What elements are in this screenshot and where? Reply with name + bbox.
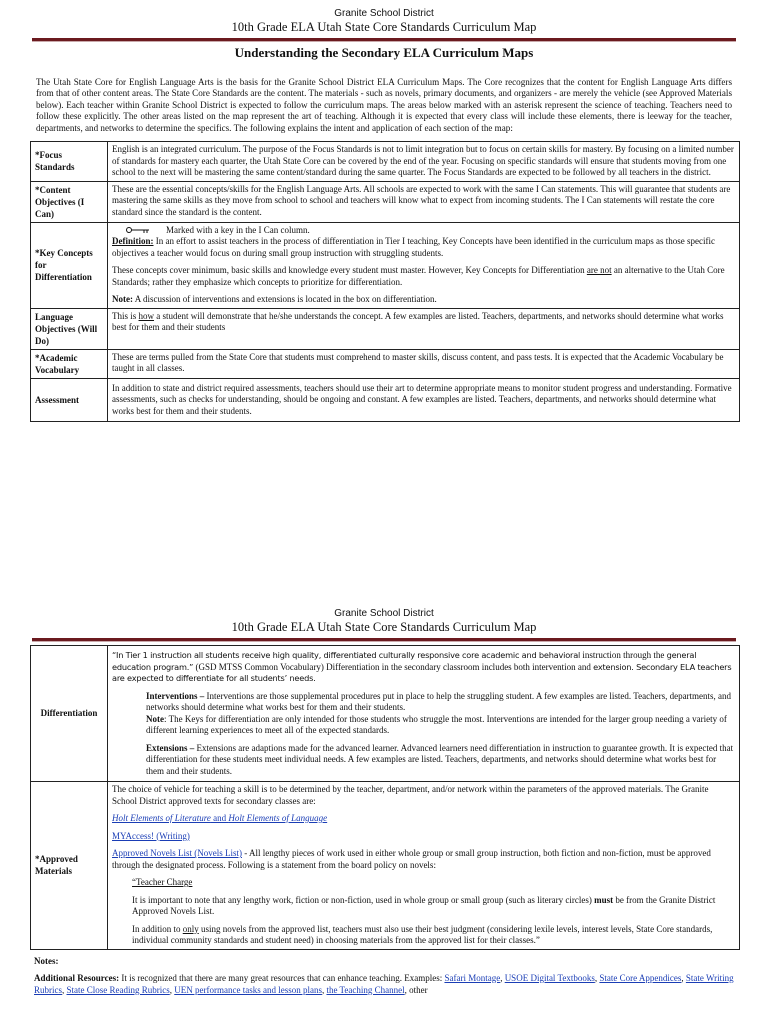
quote-source: (GSD MTSS Common Vocabulary) xyxy=(193,661,324,672)
other-text: other xyxy=(409,984,428,995)
key-concepts-paragraph xyxy=(112,265,735,288)
page-two xyxy=(0,600,768,996)
curriculum-map-table xyxy=(30,141,740,422)
table-row xyxy=(31,349,740,378)
table-row xyxy=(31,782,740,950)
note-label: Note: xyxy=(112,294,133,305)
map-title: 10th Grade ELA Utah State Core Standards Curriculum Map xyxy=(231,620,537,634)
charge-must: must xyxy=(594,894,614,905)
holt-literature-link[interactable]: Holt Elements of Literature xyxy=(112,813,211,823)
map-title: 10th Grade ELA Utah State Core Standards Curriculum Map xyxy=(231,20,537,34)
assessment-label: Assessment xyxy=(31,378,108,422)
notes-label: Notes: xyxy=(34,955,59,966)
key-marker-text: Marked with a key in the I Can column. xyxy=(166,224,310,235)
title-rule xyxy=(32,38,736,42)
teacher-charge-heading xyxy=(132,877,735,889)
note-text: A discussion of interventions and extensions is located in the box on differentiation. xyxy=(133,294,437,305)
academic-vocabulary-text: These are terms pulled from the State Core that students must comprehend to master skills, discuss content, and pass tests. It is expected that the Academic Vocabulary be taught in all classes. xyxy=(108,349,740,378)
table-row xyxy=(31,142,740,182)
addition-text-b: using novels from the approved list, teachers must also use their best judgment (considering lexile levels, interest levels, State Core standards, individual community standards and student need) in choosing materials from the approved list for their classes.” xyxy=(132,923,713,945)
district-name: Granite School District xyxy=(334,8,434,19)
academic-vocabulary-label: *Academic Vocabulary xyxy=(31,349,108,378)
holt-language-link[interactable]: Holt Elements of Language xyxy=(228,813,328,823)
key-text-a: These concepts cover minimum, basic skills and knowledge every student must master. However, Key Concepts for Differentiation xyxy=(112,265,587,276)
differentiation-cell xyxy=(108,646,740,782)
additional-resources-text: It is recognized that there are many great resources that can enhance teaching. Examples: xyxy=(119,972,445,983)
charge-paragraph xyxy=(132,895,735,918)
assessment-text: In addition to state and district required assessments, teachers should use their art to determine appropriate means to monitor student progress and understanding. Formative assessments, such as checks for understanding, should be ongoing and constant. A few examples are listed. Teachers, departments, and networks should determine what works best for them and their students. xyxy=(108,378,740,422)
novels-line xyxy=(112,848,735,871)
close-reading-rubrics-link[interactable]: State Close Reading Rubrics xyxy=(66,984,170,995)
addition-paragraph xyxy=(132,924,735,947)
table-row xyxy=(31,181,740,222)
interventions-paragraph xyxy=(146,691,735,737)
definition-label: Definition: xyxy=(112,236,154,247)
quote-part-5: extension. Secondary ELA teachers are expected to differentiate for all students’ needs. xyxy=(112,661,732,683)
approved-materials-cell xyxy=(108,782,740,950)
myaccess-line xyxy=(112,831,735,843)
quote-part-1: “In Tier 1 instruction all students receive high quality, differentiated culturally responsive core academic and behavioral xyxy=(112,650,581,660)
additional-resources-label: Additional Resources: xyxy=(34,972,120,983)
language-objectives-label: Language Objectives (Will Do) xyxy=(31,308,108,349)
table-row xyxy=(31,308,740,349)
holt-line xyxy=(112,813,735,825)
language-text-b: a student will demonstrate that he/she understands the concept. A few examples are listed. Teachers, departments, and networks should determine what works best for them and their students xyxy=(112,310,724,333)
charge-text-b: be from the Granite District Approved Novels List. xyxy=(132,894,716,916)
myaccess-link[interactable]: MYAccess! (Writing) xyxy=(112,830,190,841)
approved-materials-label: *Approved Materials xyxy=(31,782,108,950)
title-rule xyxy=(32,638,736,642)
teacher-charge-label: “Teacher Charge xyxy=(132,877,193,887)
key-concepts-cell xyxy=(108,222,740,308)
extensions-paragraph xyxy=(146,743,735,778)
extensions-label: Extensions – xyxy=(146,742,195,753)
language-text-underlined: how xyxy=(138,310,155,321)
usoe-textbooks-link[interactable]: USOE Digital Textbooks xyxy=(504,972,595,983)
key-text-underlined: are not xyxy=(586,265,612,276)
content-objectives-text: These are the essential concepts/skills for the English Language Arts. All schools are expected to work with the same I Can statements. This will guarantee that students are mastering the same skills as they move from school to school and teachers will know what to expect from incoming students. The I Can statements will restate the core standard since the standard is the content. xyxy=(108,181,740,222)
novels-text: - All lengthy pieces of work used in either whole group or small group instruction, both fiction and non-fiction, must be approved through the designated process. Following is a statement from the board policy on novels: xyxy=(112,848,711,870)
language-text-a: This is xyxy=(112,310,139,321)
holt-and[interactable]: and xyxy=(210,813,229,823)
district-name: Granite School District xyxy=(334,608,434,619)
page-one xyxy=(0,0,768,422)
curriculum-map-table-2 xyxy=(30,645,740,950)
approved-novels-link[interactable]: Approved Novels List (Novels List) xyxy=(112,848,242,858)
key-concepts-label: *Key Concepts for Differentiation xyxy=(31,222,108,308)
note-text: : The Keys for differentiation are only intended for those students who struggle the most. Interventions are intended for the larger group needing a variety of different learning experiences to meet all of the expected standards. xyxy=(146,713,727,735)
page-subtitle: Understanding the Secondary ELA Curriculum Maps xyxy=(234,45,534,60)
differentiation-label: Differentiation xyxy=(31,646,108,782)
extensions-text: Extensions are adaptions made for the advanced learner. Advanced learners need differentiation in instruction to guarantee growth. It is expected that differentiation for these students meet individual needs. A few examples are listed. Teachers, departments, and networks should determine what works best for them and their students. xyxy=(146,742,734,776)
state-writing-rubrics-link[interactable]: State Writing Rubrics xyxy=(34,972,734,995)
quote-part-3: general education program.” xyxy=(112,650,697,672)
charge-text-a: It is important to note that any lengthy work, fiction or non-fiction, used in whole group or small group (such as literary circles) xyxy=(132,894,595,905)
teaching-channel-link[interactable]: the Teaching Channel xyxy=(326,984,405,995)
note-label: Note xyxy=(146,713,164,724)
key-note xyxy=(112,294,735,306)
table-row xyxy=(31,646,740,782)
addition-text-a: In addition to xyxy=(132,923,183,934)
focus-standards-label: *Focus Standards xyxy=(31,142,108,182)
key-icon xyxy=(126,226,150,234)
content-objectives-label: *Content Objectives (I Can) xyxy=(31,181,108,222)
addition-only: only xyxy=(182,923,199,934)
definition-text: In an effort to assist teachers in the process of differentiation in Tier I teaching, Key Concepts have been identified in the curriculum maps as those specific objectives a teacher would focus on during small group instruction with struggling students. xyxy=(112,236,716,258)
interventions-text: Interventions are those supplemental procedures put in place to help the struggling student. A few examples are listed. Teachers, departments, and networks should determine what works best for them and their students. xyxy=(146,690,732,712)
focus-standards-text: English is an integrated curriculum. The purpose of the Focus Standards is not to limit integration but to focus on certain skills for mastery. By focusing on a limited number of standards for mastery each quarter, the Utah State Core can be covered by the end of the year. Focusing on specific standards will ensure that students moving from one school to the next will be mastering the same content/standard during the same quarter. The Focus Standards are expected to be followed by all teachers in the district. xyxy=(108,142,740,182)
quote-part-4: Differentiation in the secondary classroom includes both intervention and xyxy=(323,661,594,672)
interventions-label: Interventions – xyxy=(146,690,205,701)
uen-tasks-link[interactable]: UEN performance tasks and lesson plans xyxy=(174,984,322,995)
additional-resources: Additional Resources: It is recognized that there are many great resources that can enhance teaching. Examples: Safari Montage, USOE Digital Textbooks, State Core Appendices, State Writing Rubrics, State Close Reading Rubrics, UEN performance tasks and lesson plans, the Teaching Channel, other xyxy=(34,972,734,995)
key-text-b: an alternative to the Utah Core Standards; rather they emphasize which concepts to prioritize for differentiation. xyxy=(112,265,725,287)
table-row xyxy=(31,378,740,422)
safari-montage-link[interactable]: Safari Montage xyxy=(444,972,501,983)
key-marker-line xyxy=(112,225,735,237)
table-row xyxy=(31,222,740,308)
intro-paragraph: The Utah State Core for English Language Arts is the basis for the Granite School District ELA Curriculum Maps. The Core recognizes that the content for English Language Arts differs from that of other content areas. The State Core Standards are the content. The materials - such as novels, primary documents, and organizers - are merely the vehicle (see Approved Materials below). Each teacher within Granite School District is expected to follow the curriculum maps. The areas below marked with an asterisk represent the science of teaching. Teachers need to follow these explicitly. The other areas listed on the map represent the art of teaching. Although it is expected that every class will include these elements, there is leeway for the teacher, departments, and networks to determine the specifics. The following explains the intent and application of each section of the map: xyxy=(36,77,732,133)
state-core-appendices-link[interactable]: State Core Appendices xyxy=(599,972,682,983)
key-definition xyxy=(112,236,735,259)
differentiation-quote xyxy=(112,650,735,685)
language-objectives-cell xyxy=(108,308,740,349)
quote-part-2: instruction through the xyxy=(580,650,667,660)
materials-intro: The choice of vehicle for teaching a skill is to be determined by the teacher, department, and/or network within the parameters of the approved materials. The Granite School District approved texts for secondary classes are: xyxy=(112,784,709,806)
